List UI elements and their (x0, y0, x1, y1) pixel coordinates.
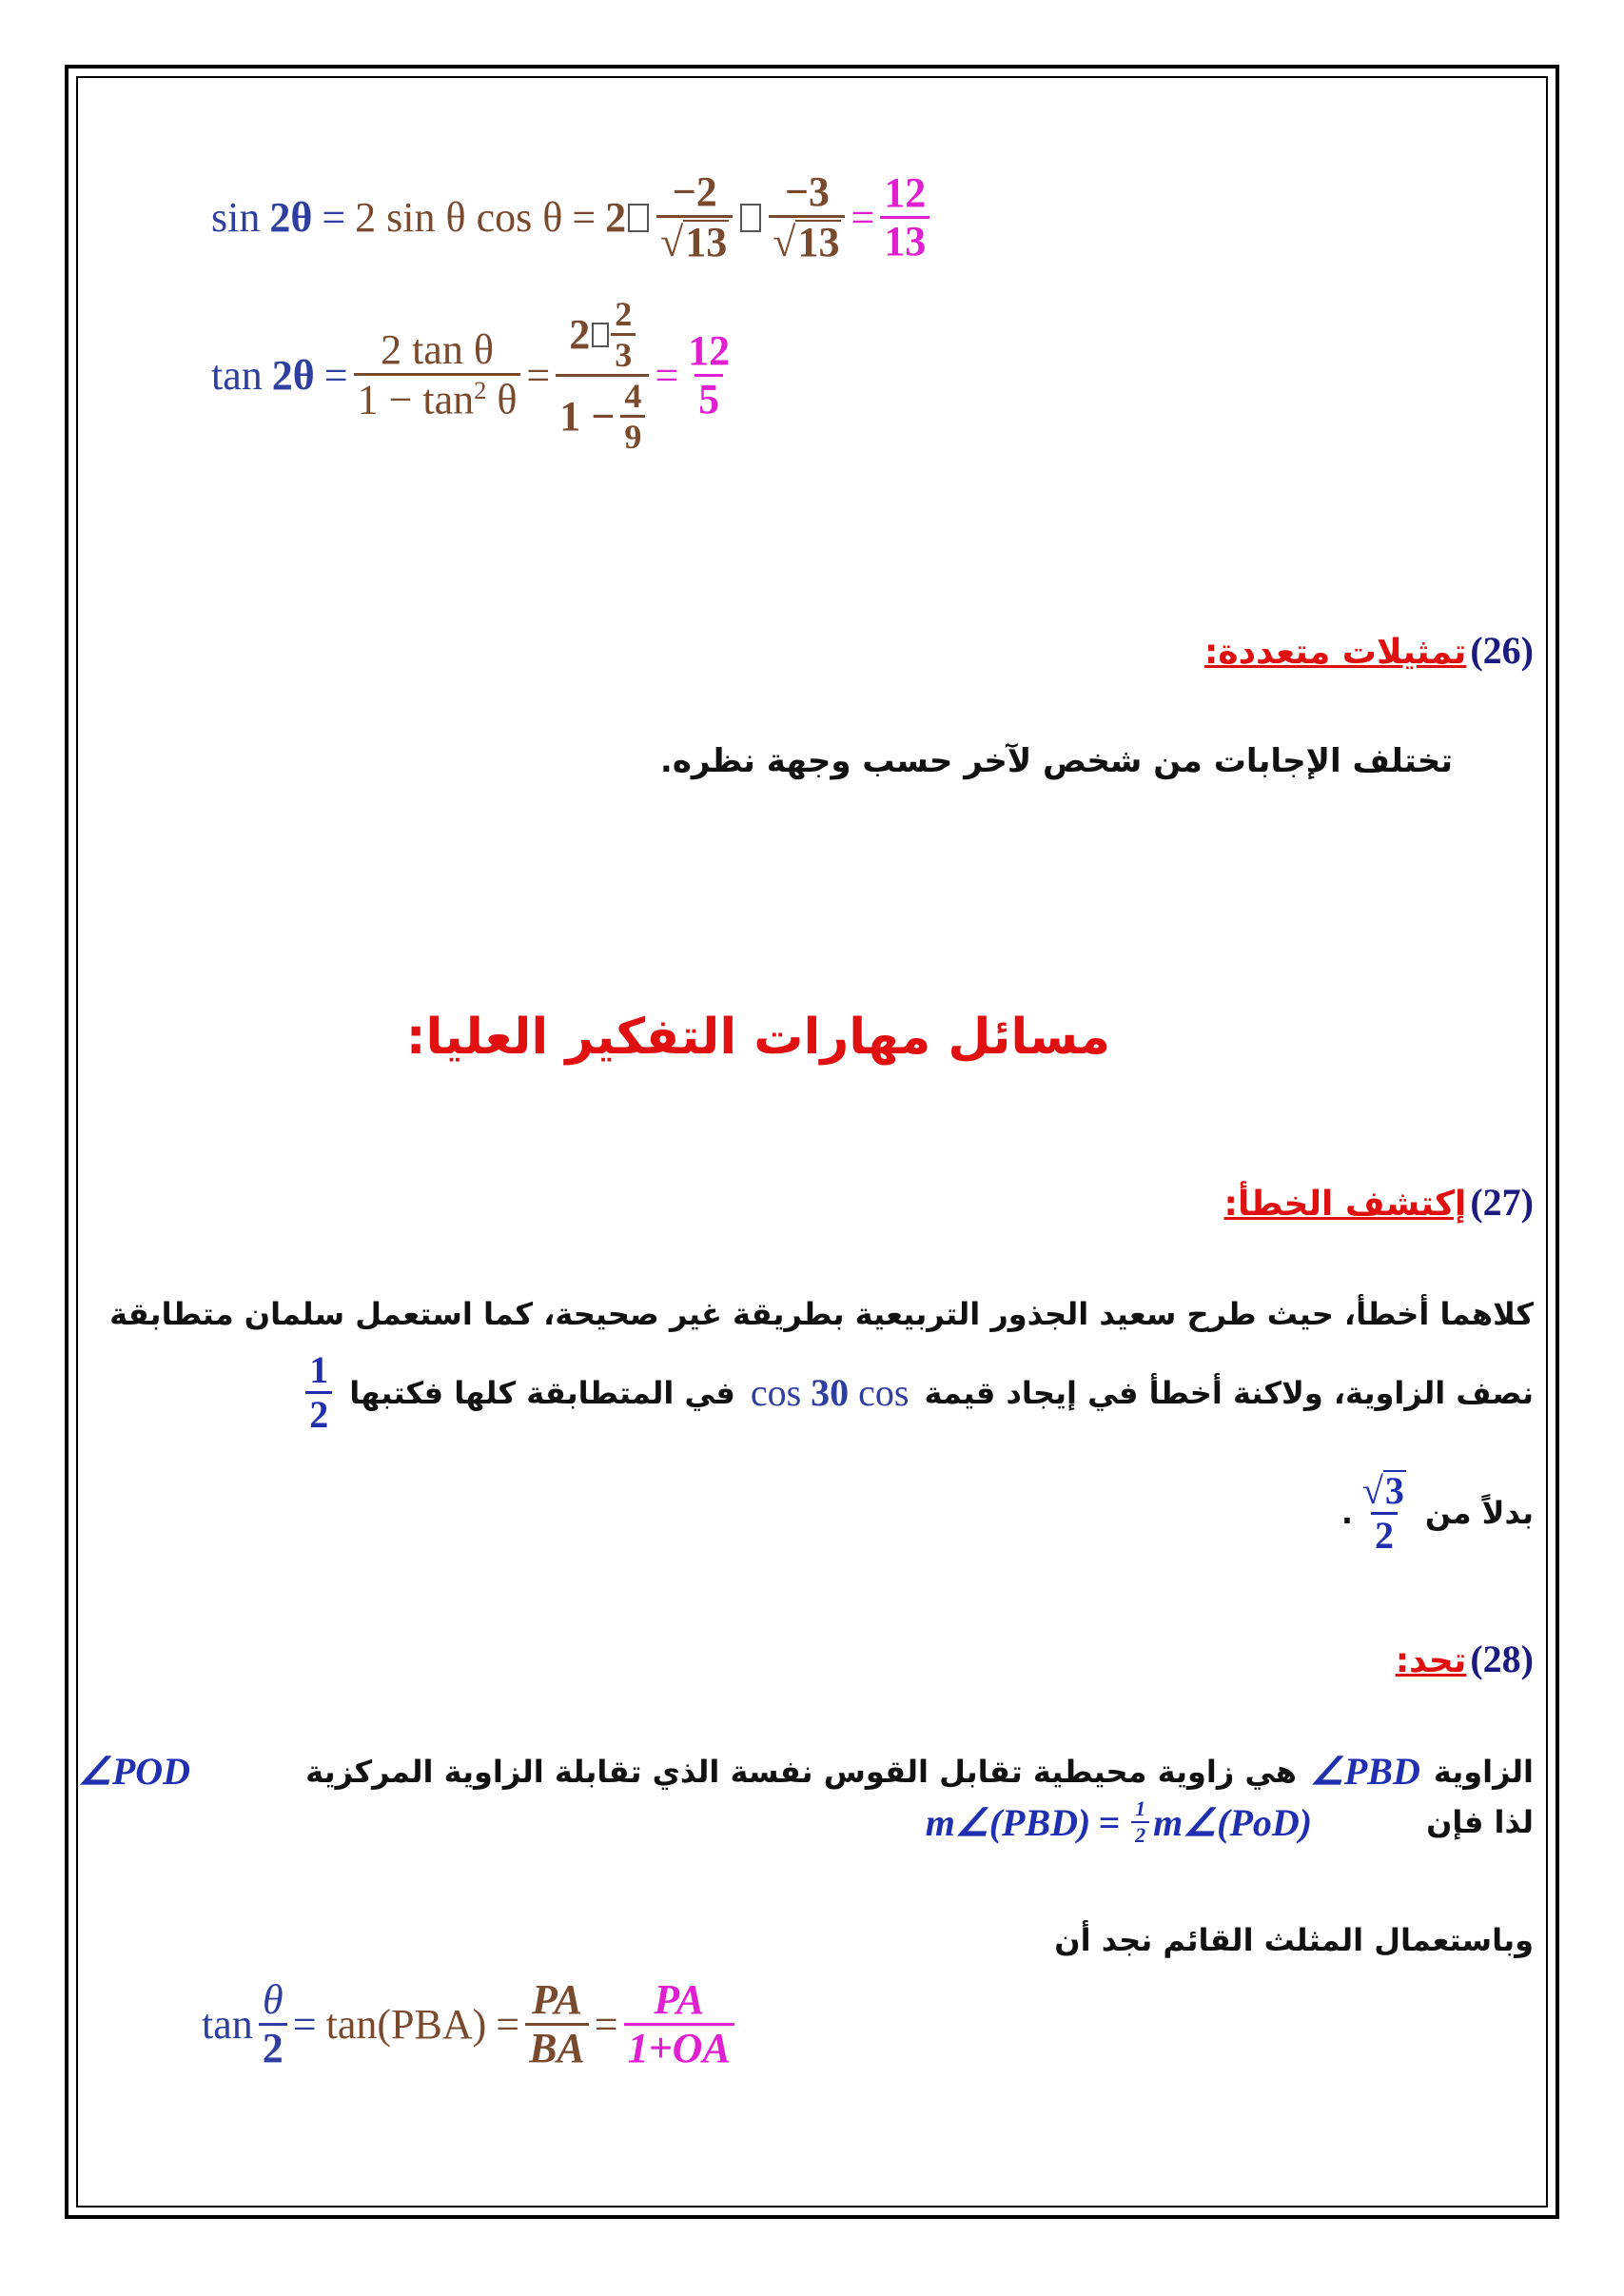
q28-eq-lhs: m∠(PBD) (925, 1800, 1091, 1844)
sin-double-angle-equation (211, 168, 935, 265)
q27-cos-val: 30 (811, 1371, 850, 1414)
q28-pa-over-one-plus-oa (624, 1976, 734, 2071)
q28-line1-b: هي زاوية محيطية تقابل القوس نفسة الذي تقابلة الزاوية المركزية (305, 1753, 1297, 1790)
q27-heading (677, 1180, 1534, 1225)
eq1-equals: = (322, 194, 346, 241)
eq2-numeric-fraction (556, 297, 649, 454)
q28-pa2: PA (654, 1976, 705, 2023)
eq1-fraction-2: −3 √ 13 (769, 171, 845, 264)
q27-line2-b: في المتطابقة كلها فكتبها (349, 1374, 735, 1411)
eq2-d1: 1 − (559, 392, 616, 440)
eq2-f-den-exp: 2 (474, 376, 487, 405)
q28-angle-pod: ∠POD (78, 1750, 191, 1793)
q28-equals-2: = (496, 2001, 520, 2048)
eq1-result (880, 169, 929, 265)
eq1-arg: 2θ (269, 194, 313, 241)
q26-title: تمثيلات متعددة: (1204, 633, 1467, 672)
eq1-res-num: 12 (884, 169, 927, 216)
q28-number: (28) (1470, 1638, 1534, 1680)
q28-tan-pba: tan(PBA) (325, 2001, 487, 2048)
q28-one-oa: 1+OA (624, 2023, 734, 2070)
q27-root-fraction: √ 3 2 (1361, 1469, 1404, 1557)
q27-cos-fn: cos (750, 1371, 802, 1414)
q28-equals-3: = (594, 2001, 618, 2048)
eq2-arg: 2θ (271, 352, 315, 399)
eq2-f-den-a: 1 − tan (357, 376, 475, 423)
eq1-equals-2: = (572, 194, 597, 241)
missing-glyph-box (628, 204, 649, 232)
q27-half-fraction (305, 1348, 332, 1436)
q28-eq-mid: = (1098, 1800, 1121, 1844)
q27-line3-end: . (1340, 1494, 1353, 1531)
eq2-n-frac-den: 3 (611, 333, 636, 372)
q28-line1-a: الزاوية (1433, 1753, 1534, 1790)
eq1-identity: 2 sin θ cos θ (355, 194, 563, 241)
eq2-identity-fraction (354, 326, 521, 423)
eq2-f-den-b: θ (497, 376, 518, 423)
q27-root-den: 2 (1371, 1512, 1398, 1555)
missing-glyph-box-3 (592, 323, 609, 347)
eq2-res-den: 5 (695, 374, 723, 421)
q28-eq-half-num: 1 (1135, 1796, 1146, 1820)
q28-line-1 (78, 1749, 1534, 1794)
q27-cos-tail: cos (858, 1371, 910, 1414)
eq2-equals: = (323, 352, 348, 399)
q27-line2-a: نصف الزاوية، ولاكنة أخطأ في إيجاد قيمة (924, 1374, 1534, 1411)
q28-line2-a: لذا فإن (1426, 1804, 1534, 1840)
eq2-n-frac-num: 2 (615, 295, 633, 333)
eq1-f2-num: −3 (784, 168, 830, 215)
q28-equals-1: = (292, 2001, 317, 2048)
q28-pa-over-ba (525, 1976, 589, 2071)
eq2-n2: 2 (569, 310, 591, 358)
missing-glyph-box-2 (740, 204, 761, 232)
q28-title: تحد: (1395, 1641, 1467, 1680)
eq2-f-num: 2 tan θ (381, 326, 494, 374)
eq2-d-frac-num: 4 (624, 377, 642, 415)
q27-line-3 (963, 1470, 1534, 1555)
section-title: مسائل مهارات التفكير العليا: (405, 1009, 1110, 1066)
q27-half-num: 1 (309, 1348, 329, 1391)
q27-title: إكتشف الخطأ: (1223, 1185, 1467, 1224)
eq2-equals-3: = (655, 352, 679, 399)
eq2-result (684, 327, 734, 422)
eq2-d-frac-den: 9 (620, 415, 645, 454)
q28-theta-over-two (259, 1976, 287, 2071)
eq2-res-num: 12 (688, 327, 731, 374)
tan-half-angle-equation (202, 1976, 740, 2071)
eq1-fraction-1: −2 √ 13 (656, 171, 733, 264)
eq2-equals-2: = (526, 352, 551, 399)
eq1-f1-den: 13 (685, 219, 728, 265)
eq1-f1-num: −2 (672, 168, 717, 215)
q28-line-2 (582, 1798, 1534, 1846)
q28-line-3: وباستعمال المثلث القائم نجد أن (1054, 1922, 1534, 1958)
eq1-two: 2 (605, 194, 627, 241)
q28-eq-half-den: 2 (1131, 1821, 1149, 1846)
q27-number: (27) (1470, 1181, 1534, 1224)
q28-heading (677, 1637, 1534, 1681)
tan-double-angle-equation (211, 297, 739, 454)
q26-number: (26) (1470, 629, 1534, 672)
eq1-f2-den: 13 (797, 219, 840, 265)
eq1-equals-3: = (851, 194, 875, 241)
q28-ba: BA (525, 2023, 589, 2070)
q27-line-2 (88, 1348, 1534, 1436)
q28-two: 2 (259, 2023, 287, 2070)
eq1-res-den: 13 (880, 216, 929, 263)
q28-central-angle-equation (926, 1798, 1312, 1846)
q28-theta: θ (262, 1976, 284, 2023)
q28-pa: PA (531, 1976, 582, 2023)
q27-root-num: 3 (1384, 1469, 1404, 1512)
q28-tan-fn: tan (202, 2001, 253, 2048)
q28-eq-rhs: m∠(PoD) (1153, 1800, 1313, 1844)
eq1-fn: sin (211, 194, 261, 241)
q26-heading (677, 628, 1534, 673)
q27-line-1: كلاهما أخطأ، حيث طرح سعيد الجذور التربيعية بطريقة غير صحيحة، كما استعمل سلمان متطابقة (109, 1296, 1534, 1332)
q27-half-den: 2 (305, 1391, 332, 1434)
q27-line3-a: بدلاً من (1424, 1494, 1534, 1531)
eq2-fn: tan (211, 352, 263, 399)
q26-answer: تختلف الإجابات من شخص لآخر حسب وجهة نظره. (659, 742, 1453, 780)
q28-angle-pbd: ∠PBD (1309, 1750, 1420, 1793)
